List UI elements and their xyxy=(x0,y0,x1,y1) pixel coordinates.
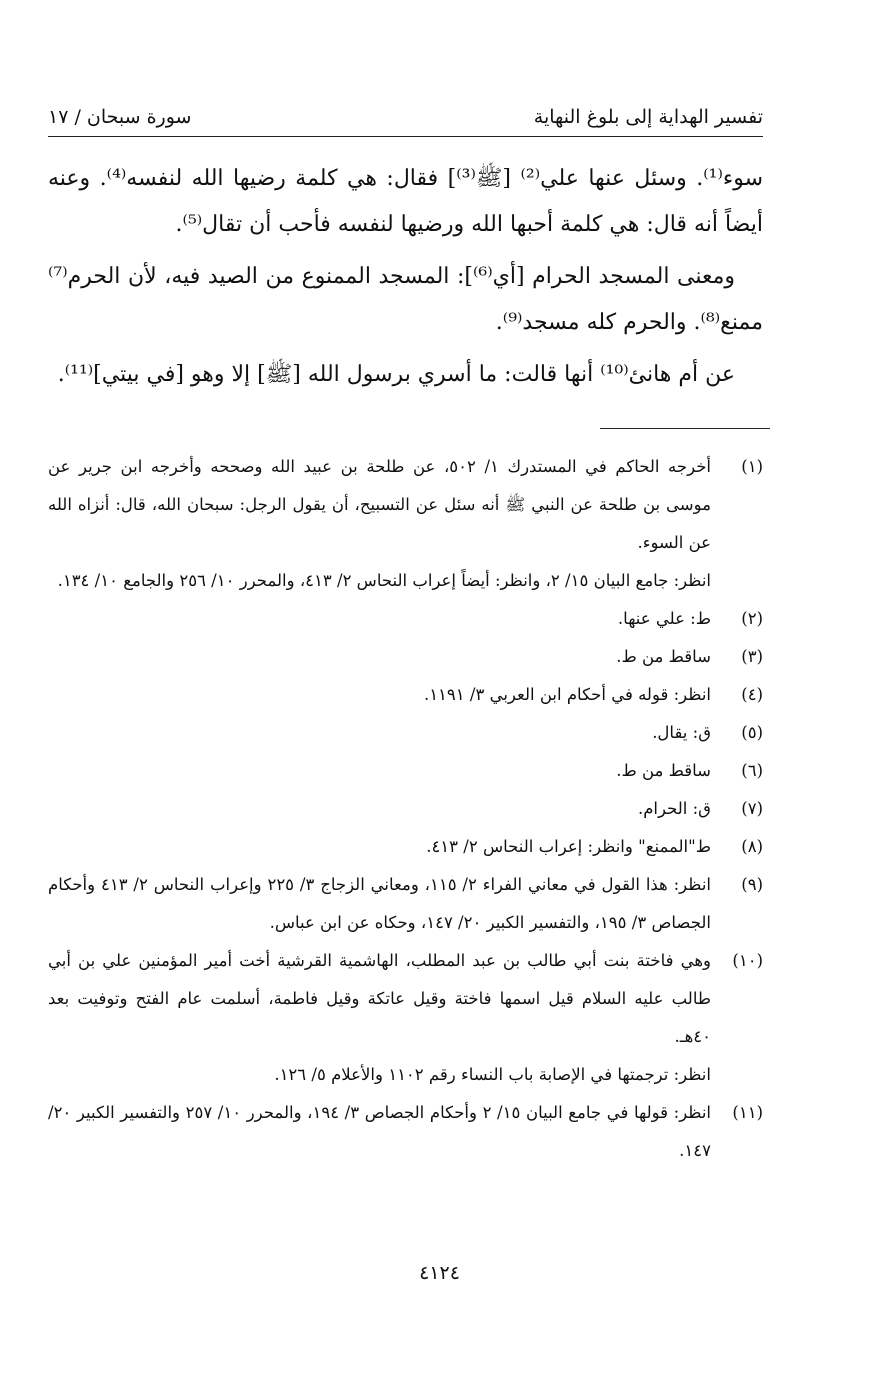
footnote-text: ط"الممنع" وانظر: إعراب النحاس ٢/ ٤١٣. xyxy=(426,837,711,856)
footnote-number: (٨) xyxy=(741,837,763,856)
footnote-2 xyxy=(48,600,763,638)
footnote-10 xyxy=(48,942,763,1094)
footnote-9 xyxy=(48,866,763,942)
footnote-text: انظر: هذا القول في معاني الفراء ٢/ ١١٥، ومعاني الزجاج ٣/ ٢٢٥ وإعراب النحاس ٢/ ٤١٣ وأحكام الجصاص ٣/ ١٩٥، والتفسير الكبير ٢٠/ ١٤٧، وحكاه عن ابن عباس. xyxy=(48,875,711,932)
running-header xyxy=(48,92,763,128)
footnote-5 xyxy=(48,714,763,752)
footnote-text: ق: يقال. xyxy=(652,723,711,742)
footnotes xyxy=(48,448,763,1170)
footnote-11 xyxy=(48,1094,763,1170)
footnote-number: (٢) xyxy=(741,609,763,628)
footnote-number: (٦) xyxy=(741,761,763,780)
footnote-4 xyxy=(48,676,763,714)
footnote-text: ق: الحرام. xyxy=(637,799,711,818)
footnote-text: انظر: قولها في جامع البيان ١٥/ ٢ وأحكام الجصاص ٣/ ١٩٤، والمحرر ١٠/ ٢٥٧ والتفسير الكبير ٢٠/ ١٤٧. xyxy=(48,1103,712,1160)
page-number: ٤١٢٤ xyxy=(419,1262,460,1284)
footnote-number: (٣) xyxy=(741,647,763,666)
book-title: تفسير الهداية إلى بلوغ النهاية xyxy=(533,106,763,128)
footnote-8 xyxy=(48,828,763,866)
footnote-text: وهي فاختة بنت أبي طالب بن عبد المطلب، الهاشمية القرشية أخت أمير المؤمنين علي بن أبي طالب عليه السلام قيل اسمها فاختة وقيل عاتكة وقيل فاطمة، أسلمت عام الفتح وتوفيت بعد ٤٠هـ. xyxy=(48,951,711,1046)
footnote-number: (١) xyxy=(741,457,763,476)
main-paragraph: ومعنى المسجد الحرام [أي⁽⁶⁾]: المسجد الممنوع من الصيد فيه، لأن الحرم⁽⁷⁾ ممنع⁽⁸⁾. والحرم كله مسجد⁽⁹⁾. xyxy=(48,264,763,335)
footnote-divider xyxy=(600,428,770,429)
header-divider xyxy=(48,136,763,137)
footnote-number: (٥) xyxy=(741,723,763,742)
footnote-number: (١١) xyxy=(732,1103,763,1122)
footnote-number: (٧) xyxy=(741,799,763,818)
footnote-text: ط: علي عنها. xyxy=(617,609,711,628)
main-text xyxy=(48,156,763,404)
footnote-number: (١٠) xyxy=(732,951,763,970)
main-paragraph: عن أم هانئ⁽¹⁰⁾ أنها قالت: ما أسري برسول الله [ﷺ] إلا وهو [في بيتي]⁽¹¹⁾. xyxy=(57,362,735,387)
footnote-text: ساقط من ط. xyxy=(616,647,711,666)
footnote-text: انظر: ترجمتها في الإصابة باب النساء رقم ١١٠٢ والأعلام ٥/ ١٢٦. xyxy=(274,1065,711,1084)
surah-label: سورة سبحان / ١٧ xyxy=(48,106,192,128)
footnote-text: ساقط من ط. xyxy=(616,761,711,780)
footnote-number: (٤) xyxy=(741,685,763,704)
footnote-text: أخرجه الحاكم في المستدرك ١/ ٥٠٢، عن طلحة بن عبيد الله وصححه وأخرجه ابن جرير عن موسى بن طلحة عن النبي ﷺ أنه سئل عن التسبيح، أن يقول الرجل: سبحان الله، قال: أنزاه الله عن السوء. xyxy=(48,457,711,552)
footnote-text: انظر: قوله في أحكام ابن العربي ٣/ ١١٩١. xyxy=(423,685,711,704)
footnote-3 xyxy=(48,638,763,676)
footnote-6 xyxy=(48,752,763,790)
footnote-number: (٩) xyxy=(741,875,763,894)
footnote-1 xyxy=(48,448,763,600)
main-paragraph: سوء⁽¹⁾. وسئل عنها علي⁽²⁾ [ﷺ⁽³⁾] فقال: هي كلمة رضيها الله لنفسه⁽⁴⁾. وعنه أيضاً أنه قال: هي كلمة أحبها الله ورضيها لنفسه فأحب أن تقال⁽⁵⁾. xyxy=(48,166,764,237)
footnote-text: انظر: جامع البيان ١٥/ ٢، وانظر: أيضاً إعراب النحاس ٢/ ٤١٣، والمحرر ١٠/ ٢٥٦ والجامع ١٠/ ١٣٤. xyxy=(57,571,711,590)
footnote-7 xyxy=(48,790,763,828)
